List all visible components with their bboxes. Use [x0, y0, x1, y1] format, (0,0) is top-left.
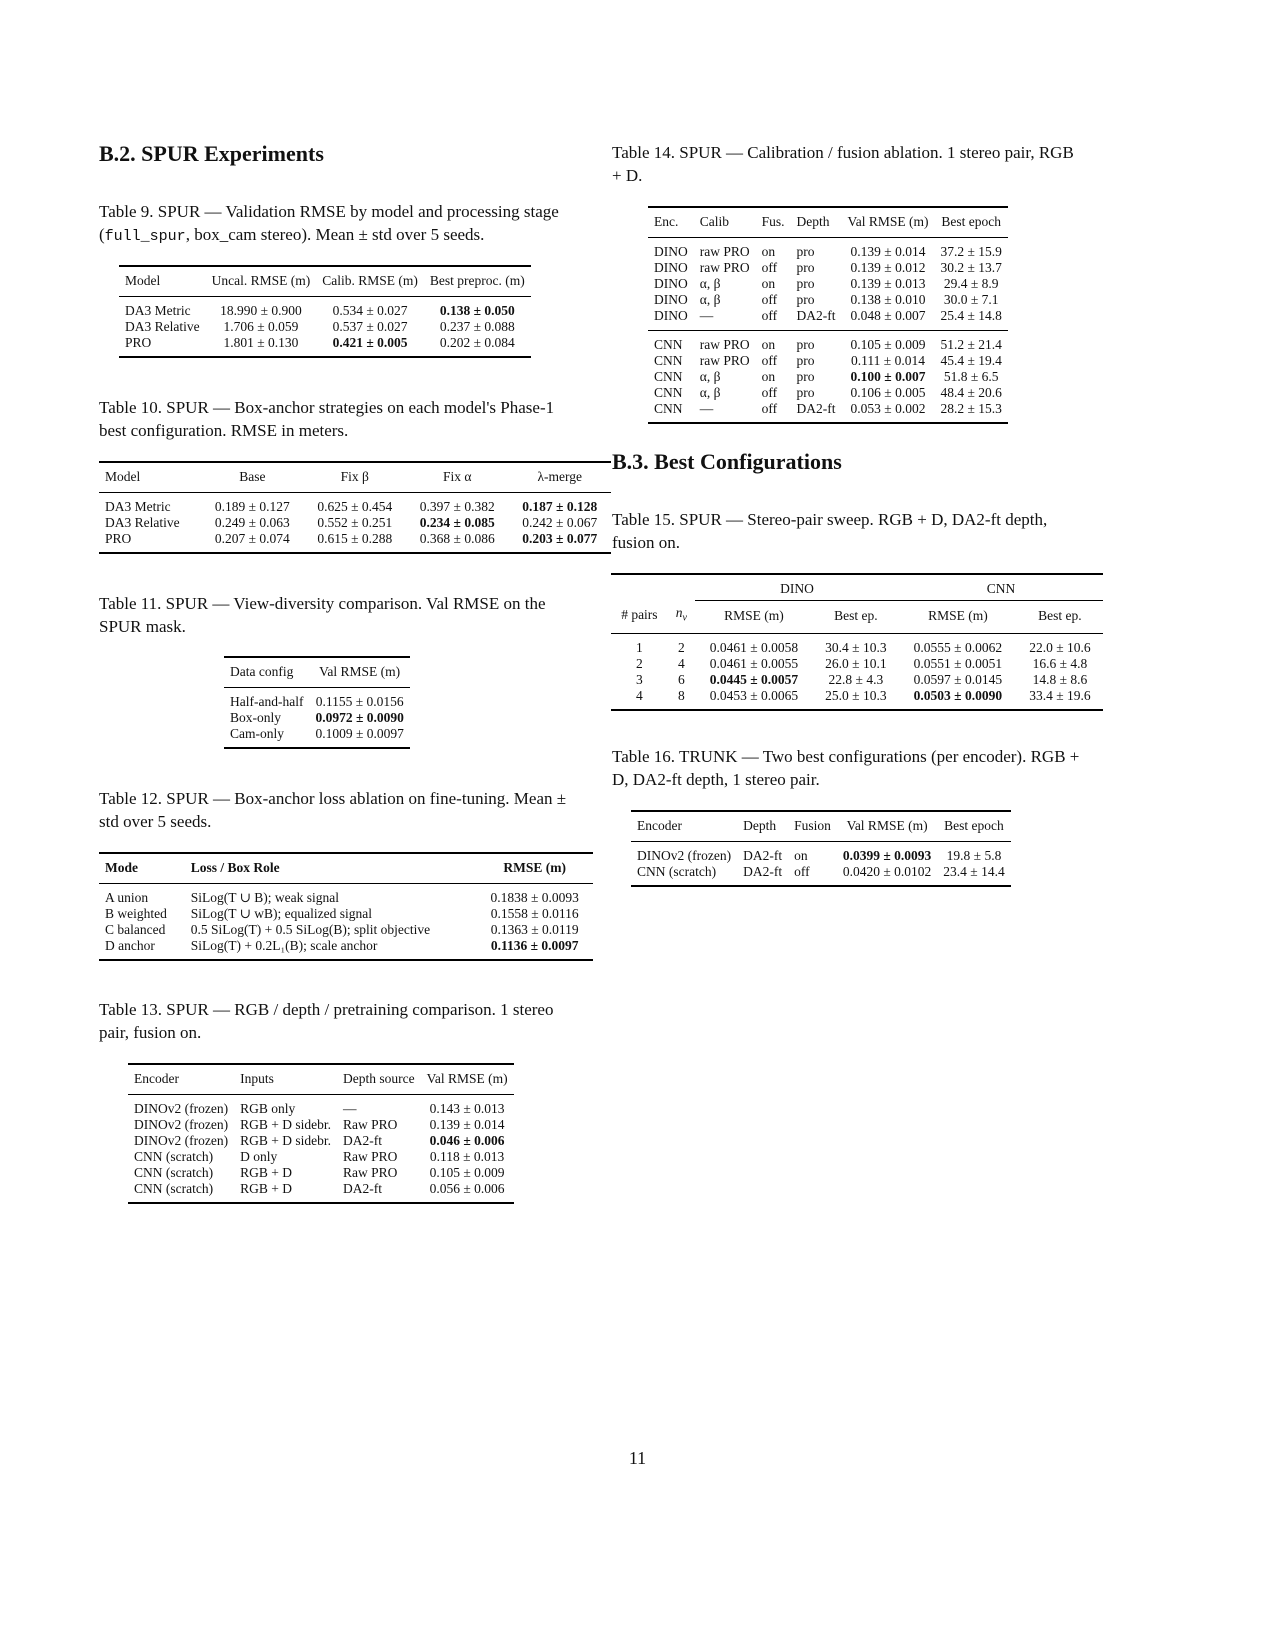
table-cell: 0.187 ± 0.128 [522, 499, 598, 514]
table-cell: Raw PRO [342, 1165, 398, 1180]
table-cell: Box-only [230, 710, 282, 725]
table-cell: DA2-ft [737, 864, 788, 886]
table-cell: on [761, 276, 776, 291]
table-header: Val RMSE (m) [309, 657, 409, 688]
table-header: Val RMSE (m) [842, 207, 935, 238]
table-cell: SiLog(T ∪ wB); equalized signal [190, 906, 373, 921]
table-cell: pro [791, 331, 842, 354]
table-cell: 0.1363 ± 0.0119 [490, 922, 579, 937]
table-cell: 0.537 ± 0.027 [332, 319, 408, 334]
table-cell: CNN [654, 353, 683, 368]
table-row [648, 276, 1008, 292]
table-cell: CNN (scratch) [128, 1181, 234, 1203]
table-cell: SiLog(T ∪ B); weak signal [190, 890, 340, 905]
table-header-row [648, 207, 1008, 238]
table-cell: 22.0 ± 10.6 [1029, 640, 1091, 656]
table-cell: — [342, 1101, 357, 1116]
table-header: Calib [694, 207, 756, 238]
table-cell: 0.139 ± 0.014 [429, 1117, 505, 1132]
table-header: λ-merge [509, 462, 612, 493]
table-cell: 22.8 ± 4.3 [828, 672, 884, 688]
table-cell: off [761, 292, 778, 307]
table-cell: — [694, 401, 756, 423]
table-cell: 30.0 ± 7.1 [943, 292, 999, 307]
table-cell: 0.1558 ± 0.0116 [490, 906, 579, 921]
table-cell: off [761, 260, 778, 275]
table-cell: CNN [654, 369, 683, 384]
table-cell: α, β [699, 369, 721, 384]
table-header: Fus. [756, 207, 791, 238]
table-cell: DINOv2 (frozen) [637, 848, 732, 863]
table-header: Best ep. [1017, 601, 1103, 634]
table-header: Data config [224, 657, 309, 688]
table-cell: B weighted [105, 906, 167, 921]
table-header: Inputs [234, 1064, 337, 1095]
table-cell: 29.4 ± 8.9 [943, 276, 999, 291]
table-header: RMSE (m) [695, 601, 813, 634]
table-header: Calib. RMSE (m) [316, 266, 424, 297]
table-cell: 0.143 ± 0.013 [429, 1101, 505, 1116]
table-cell: raw PRO [694, 331, 756, 354]
table-row [648, 292, 1008, 308]
table-header: Depth [737, 811, 788, 842]
table-header: Encoder [128, 1064, 234, 1095]
table-cell: 0.534 ± 0.027 [332, 303, 408, 318]
table-cell: 1 [636, 640, 643, 656]
table-cell: 6 [678, 672, 685, 688]
table-header: # pairs [611, 601, 668, 634]
table-cell: on [761, 369, 776, 384]
table-row [119, 319, 531, 335]
table-cell: off [761, 308, 778, 323]
table-cell: 0.397 ± 0.382 [419, 499, 495, 514]
table-row [128, 1117, 514, 1133]
table-row [119, 335, 531, 357]
table-cell: 1.801 ± 0.130 [206, 335, 317, 357]
table-header: Fusion [788, 811, 837, 842]
table-cell: DA3 Metric [125, 303, 191, 318]
table-header: Enc. [648, 207, 694, 238]
table-cell: 37.2 ± 15.9 [940, 244, 1002, 259]
table-cell: 51.2 ± 21.4 [935, 331, 1008, 354]
table-header: Best epoch [937, 811, 1010, 842]
table-cell: 0.207 ± 0.074 [201, 531, 303, 553]
table-header: Val RMSE (m) [837, 811, 937, 842]
table-row [648, 369, 1008, 385]
table-cell: DINO [654, 276, 688, 291]
table-header [611, 574, 668, 601]
table-cell: 4 [611, 688, 668, 710]
table-cell: Raw PRO [342, 1149, 398, 1164]
table-header: Uncal. RMSE (m) [206, 266, 317, 297]
table-header: Encoder [631, 811, 737, 842]
table-cell: 0.234 ± 0.085 [419, 515, 495, 530]
table-header: Fix β [304, 462, 406, 493]
table-cell: 0.615 ± 0.288 [304, 531, 406, 553]
table-cell: 30.2 ± 13.7 [940, 260, 1002, 275]
table-header-row [99, 853, 593, 884]
table-header-row [611, 574, 1103, 601]
table-cell: off [761, 353, 778, 368]
table-cell: α, β [699, 292, 721, 307]
table-cell: 0.139 ± 0.013 [850, 276, 926, 291]
table-row [119, 297, 531, 320]
table-cell: 0.1155 ± 0.0156 [315, 694, 404, 709]
table-cell: 4 [678, 656, 685, 672]
table10 [99, 461, 611, 554]
table-row [128, 1149, 514, 1165]
table-cell: 0.189 ± 0.127 [214, 499, 290, 514]
table-row [99, 922, 593, 938]
table-cell: 0.118 ± 0.013 [429, 1149, 505, 1164]
table-cell: 0.046 ± 0.006 [429, 1133, 505, 1148]
table-row [99, 906, 593, 922]
table-cell: 0.0503 ± 0.0090 [899, 688, 1017, 710]
table-cell: — [699, 308, 714, 323]
table-cell: 3 [636, 672, 643, 688]
table-cell: DA3 Relative [105, 515, 180, 530]
table-cell: pro [796, 276, 815, 291]
table-row [648, 401, 1008, 423]
table-row [128, 1095, 514, 1118]
table-cell: CNN [648, 401, 694, 423]
table-cell: RGB only [240, 1101, 296, 1116]
table-cell: 0.249 ± 0.063 [214, 515, 290, 530]
table-row [99, 515, 611, 531]
table-cell: 19.8 ± 5.8 [946, 848, 1002, 863]
table-cell: pro [796, 260, 815, 275]
table12-caption: Table 12. SPUR — Box-anchor loss ablation on fine-tuning. Mean ± std over 5 seeds. [99, 789, 567, 831]
table-row [648, 238, 1008, 261]
table-header-row [611, 601, 1103, 634]
table-group-header-cnn: CNN [899, 574, 1103, 601]
table-cell: PRO [99, 531, 201, 553]
table-cell: 18.990 ± 0.900 [220, 303, 302, 318]
table-cell: 8 [668, 688, 695, 710]
table-cell: RGB + D [234, 1181, 337, 1203]
table11 [224, 656, 410, 749]
table-cell: 51.8 ± 6.5 [943, 369, 999, 384]
table-cell: DINO [654, 260, 688, 275]
table-cell: DA2-ft [342, 1133, 382, 1148]
table-cell: DINOv2 (frozen) [134, 1133, 229, 1148]
table-cell: 0.242 ± 0.067 [522, 515, 598, 530]
table-header: $n_v$ [668, 601, 695, 634]
table-cell: RGB + D [240, 1165, 292, 1180]
table-cell: 0.0453 ± 0.0065 [695, 688, 813, 710]
table-row [611, 672, 1103, 688]
table-cell: 16.6 ± 4.8 [1032, 656, 1088, 672]
table-cell: 48.4 ± 20.6 [940, 385, 1002, 400]
table-cell: 0.5 SiLog(T) + 0.5 SiLog(B); split objective [190, 922, 431, 937]
table-row [128, 1133, 514, 1149]
table-cell: 0.625 ± 0.454 [317, 499, 393, 514]
table-cell: on [761, 244, 776, 259]
table-cell: 0.100 ± 0.007 [850, 369, 926, 384]
table-cell: pro [796, 244, 815, 259]
table-cell: Raw PRO [342, 1117, 398, 1132]
table-cell: 0.368 ± 0.086 [406, 531, 508, 553]
table-cell: CNN (scratch) [631, 864, 737, 886]
table-cell: 0.0420 ± 0.0102 [837, 864, 937, 886]
table-header-row [119, 266, 531, 297]
table-cell: 30.4 ± 10.3 [825, 640, 887, 656]
table-cell: α, β [699, 385, 721, 400]
table-cell: 0.139 ± 0.014 [850, 244, 926, 259]
table-cell: 25.0 ± 10.3 [813, 688, 899, 710]
table-cell: 14.8 ± 8.6 [1032, 672, 1088, 688]
table-cell: 0.111 ± 0.014 [851, 353, 925, 368]
table-header-row [99, 462, 611, 493]
table-cell: DINO [654, 308, 688, 323]
table-cell: 0.048 ± 0.007 [850, 308, 926, 323]
table-group-header-dino: DINO [695, 574, 899, 601]
table9-caption: Table 9. SPUR — Validation RMSE by model and processing stage (full_spur, box_cam stereo). Mean ± std over 5 seeds. [99, 202, 559, 245]
table-cell: DA3 Metric [105, 499, 171, 514]
table-row [631, 842, 1011, 865]
table-cell: off [756, 401, 791, 423]
table10-caption: Table 10. SPUR — Box-anchor strategies on each model's Phase-1 best configuration. RMSE in meters. [99, 398, 555, 440]
table-row [224, 710, 410, 726]
table-row [648, 331, 1008, 354]
table-cell: 0.1009 ± 0.0097 [309, 726, 409, 748]
table-cell: 26.0 ± 10.1 [825, 656, 887, 672]
table-cell: Cam-only [224, 726, 309, 748]
table-cell: A union [105, 890, 149, 905]
table-row [99, 493, 611, 516]
table-cell: on [794, 848, 808, 863]
table-cell: DA2-ft [791, 401, 842, 423]
table-cell: DINOv2 (frozen) [134, 1117, 229, 1132]
table-cell: CNN [648, 331, 694, 354]
table-header: RMSE (m) [476, 853, 593, 884]
table13-caption: Table 13. SPUR — RGB / depth / pretraining comparison. 1 stereo pair, fusion on. [99, 1000, 554, 1042]
table-cell: pro [796, 385, 815, 400]
table14 [648, 206, 1008, 424]
table-row [99, 531, 611, 553]
table-cell: 0.552 ± 0.251 [317, 515, 393, 530]
table-header: Model [99, 462, 201, 493]
table-cell: raw PRO [699, 353, 750, 368]
table-header: RMSE (m) [899, 601, 1017, 634]
table-row [224, 726, 410, 748]
table-header-row [128, 1064, 514, 1095]
table-header: Best preproc. (m) [424, 266, 531, 297]
table-cell: DA3 Relative [125, 319, 200, 334]
table-cell: off [761, 385, 778, 400]
table-row [611, 634, 1103, 657]
table-cell: 0.139 ± 0.012 [850, 260, 926, 275]
table-cell: pro [796, 369, 815, 384]
table-header: Depth source [337, 1064, 421, 1095]
table-header: Fix α [406, 462, 508, 493]
table-cell: 0.421 ± 0.005 [316, 335, 424, 357]
table-cell: 0.105 ± 0.009 [842, 331, 935, 354]
table-row [128, 1165, 514, 1181]
table-cell: CNN (scratch) [134, 1165, 214, 1180]
table-cell: 0.138 ± 0.010 [850, 292, 926, 307]
table-header [668, 574, 695, 601]
section-heading-b3: B.3. Best Configurations [612, 449, 842, 474]
table-row [99, 884, 593, 907]
table-cell: 0.0551 ± 0.0051 [913, 656, 1003, 672]
table-header: Best epoch [935, 207, 1008, 238]
table15 [611, 573, 1103, 711]
table-row [648, 353, 1008, 369]
table-cell: D only [240, 1149, 278, 1164]
table16-caption: Table 16. TRUNK — Two best configurations (per encoder). RGB + D, DA2-ft depth, 1 stereo pair. [612, 747, 1080, 789]
table-cell: 0.053 ± 0.002 [842, 401, 935, 423]
table-cell: Half-and-half [230, 694, 304, 709]
table-cell: 0.0555 ± 0.0062 [913, 640, 1003, 656]
table-cell: CNN (scratch) [134, 1149, 214, 1164]
table-cell: 0.0461 ± 0.0055 [709, 656, 799, 672]
page-number: 11 [628, 1448, 647, 1468]
table-cell: D anchor [99, 938, 185, 960]
table-cell: 0.237 ± 0.088 [439, 319, 515, 334]
table-cell: DA2-ft [337, 1181, 421, 1203]
table-header: Model [119, 266, 206, 297]
table-cell: pro [796, 292, 815, 307]
table-header: Mode [99, 853, 185, 884]
table12 [99, 852, 593, 961]
table-cell: 33.4 ± 19.6 [1017, 688, 1103, 710]
table-header: Loss / Box Role [185, 853, 477, 884]
table-cell: 0.0461 ± 0.0058 [709, 640, 799, 656]
table-cell: raw PRO [699, 244, 750, 259]
table-cell: PRO [119, 335, 206, 357]
table-cell: DINOv2 (frozen) [134, 1101, 229, 1116]
table-cell: 0.0445 ± 0.0057 [709, 672, 799, 688]
table-cell: α, β [699, 276, 721, 291]
table13 [128, 1063, 514, 1204]
table-cell: 0.138 ± 0.050 [439, 303, 515, 318]
table-header-row [631, 811, 1011, 842]
table-cell: 45.4 ± 19.4 [940, 353, 1002, 368]
table-cell: 0.105 ± 0.009 [429, 1165, 505, 1180]
table-cell: CNN [654, 385, 683, 400]
table-header: Base [201, 462, 303, 493]
table-cell: 0.056 ± 0.006 [421, 1181, 514, 1203]
table-cell: 0.1136 ± 0.0097 [476, 938, 593, 960]
table-cell: off [788, 864, 837, 886]
table-header: Val RMSE (m) [421, 1064, 514, 1095]
table-row [631, 864, 1011, 886]
table-cell: RGB + D sidebr. [240, 1133, 331, 1148]
table-cell: RGB + D sidebr. [240, 1117, 331, 1132]
table-cell: C balanced [105, 922, 166, 937]
table-cell: SiLog(T) + 0.2L₁(B); scale anchor [185, 938, 477, 960]
table-row [648, 308, 1008, 331]
table-cell: 0.202 ± 0.084 [424, 335, 531, 357]
table15-caption: Table 15. SPUR — Stereo-pair sweep. RGB + D, DA2-ft depth, fusion on. [612, 510, 1048, 552]
table-cell: 25.4 ± 14.8 [940, 308, 1002, 323]
table-row [128, 1181, 514, 1203]
table-cell: 23.4 ± 14.4 [937, 864, 1010, 886]
table-cell: 0.106 ± 0.005 [850, 385, 926, 400]
table-cell: 28.2 ± 15.3 [935, 401, 1008, 423]
table-cell: 1.706 ± 0.059 [223, 319, 299, 334]
table16 [631, 810, 1011, 887]
table-header-row [224, 657, 410, 688]
table-cell: DA2-ft [796, 308, 836, 323]
table-cell: 0.1838 ± 0.0093 [490, 890, 579, 905]
table-cell: 0.0597 ± 0.0145 [913, 672, 1003, 688]
section-heading-b2: B.2. SPUR Experiments [99, 141, 324, 166]
table-header: Depth [791, 207, 842, 238]
table-row [611, 656, 1103, 672]
table-row [99, 938, 593, 960]
table-cell: on [756, 331, 791, 354]
table-cell: 0.203 ± 0.077 [509, 531, 612, 553]
table-cell: DA2-ft [743, 848, 783, 863]
table-cell: 2 [678, 640, 685, 656]
table-row [224, 688, 410, 711]
table14-caption: Table 14. SPUR — Calibration / fusion ablation. 1 stereo pair, RGB + D. [612, 143, 1074, 185]
table-cell: pro [796, 353, 815, 368]
table-cell: DINO [654, 244, 688, 259]
table-row [611, 688, 1103, 710]
table-cell: DINO [654, 292, 688, 307]
table-cell: 0.0972 ± 0.0090 [315, 710, 404, 725]
table9 [119, 265, 531, 358]
table-cell: 0.0399 ± 0.0093 [842, 848, 932, 863]
table-cell: raw PRO [699, 260, 750, 275]
table-cell: 2 [636, 656, 643, 672]
table-row [648, 260, 1008, 276]
table11-caption: Table 11. SPUR — View-diversity comparison. Val RMSE on the SPUR mask. [99, 594, 546, 636]
table-row [648, 385, 1008, 401]
table-header: Best ep. [813, 601, 899, 634]
